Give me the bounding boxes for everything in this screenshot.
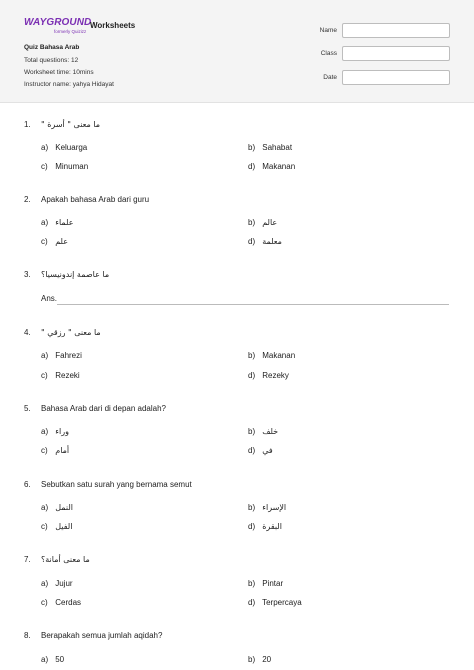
option-a[interactable]: a) علماء [41, 218, 74, 227]
option-c[interactable]: c) علم [41, 237, 68, 246]
option-d[interactable]: d) البقرة [248, 522, 282, 531]
quiz-title: Quiz Bahasa Arab [24, 44, 80, 51]
option-a[interactable]: a) وراء [41, 427, 69, 436]
question-text: Sebutkan satu surah yang bernama semut [41, 480, 192, 489]
question-number: 3. [24, 270, 31, 279]
option-d[interactable]: d) معلمة [248, 237, 282, 246]
class-field[interactable] [342, 46, 450, 61]
instructor-name: Instructor name: yahya Hidayat [24, 81, 114, 88]
question-number: 2. [24, 195, 31, 204]
option-c[interactable]: c) Rezeki [41, 371, 80, 380]
logo-subtext: formerly Quizizz [54, 29, 87, 34]
option-b[interactable]: b) خلف [248, 427, 279, 436]
brand-title: Worksheets [90, 21, 136, 30]
question-number: 1. [24, 120, 31, 129]
option-c[interactable]: c) أمام [41, 446, 70, 455]
name-field[interactable] [342, 23, 450, 38]
question-text: " ما معنى " أسرة [41, 120, 101, 129]
option-a[interactable]: a) Jujur [41, 579, 73, 588]
option-a[interactable]: a) Keluarga [41, 143, 88, 152]
question-text: Berapakah semua jumlah aqidah? [41, 631, 163, 640]
class-label: Class [320, 50, 337, 57]
date-field[interactable] [342, 70, 450, 85]
question-number: 5. [24, 404, 31, 413]
question-text: Bahasa Arab dari di depan adalah? [41, 404, 166, 413]
total-questions: Total questions: 12 [24, 57, 79, 64]
option-d[interactable]: d) Terpercaya [248, 598, 302, 607]
question-number: 7. [24, 555, 31, 564]
worksheet-time: Worksheet time: 10mins [24, 69, 94, 76]
option-a[interactable]: a) النمل [41, 503, 73, 512]
question-number: 8. [24, 631, 31, 640]
question-text: ما عاصمة إندونيسيا؟ [41, 270, 110, 279]
wayground-logo [24, 17, 92, 35]
option-c[interactable]: c) Cerdas [41, 598, 82, 607]
option-b[interactable]: b) Pintar [248, 579, 284, 588]
question-text: " ما معنى " رزقي [41, 328, 101, 337]
option-a[interactable]: a) Fahrezi [41, 351, 82, 360]
question-number: 4. [24, 328, 31, 337]
answer-line[interactable] [57, 304, 449, 305]
worksheet-header [0, 0, 474, 103]
option-d[interactable]: d) في [248, 446, 273, 455]
answer-label: Ans. [41, 294, 58, 303]
option-a[interactable]: a) 50 [41, 655, 65, 664]
option-c[interactable]: c) Minuman [41, 162, 89, 171]
option-c[interactable]: c) الفيل [41, 522, 73, 531]
option-b[interactable]: b) عالم [248, 218, 278, 227]
option-b[interactable]: b) Sahabat [248, 143, 293, 152]
question-text: Apakah bahasa Arab dari guru [41, 195, 150, 204]
logo-wordmark: WAYGROUND [24, 17, 92, 28]
option-b[interactable]: b) Makanan [248, 351, 296, 360]
question-number: 6. [24, 480, 31, 489]
date-label: Date [323, 74, 337, 81]
question-text: ما معنى أمانة؟ [41, 555, 90, 564]
name-label: Name [319, 27, 337, 34]
option-b[interactable]: b) الإسراء [248, 503, 287, 512]
option-d[interactable]: d) Makanan [248, 162, 296, 171]
option-d[interactable]: d) Rezeky [248, 371, 289, 380]
option-b[interactable]: b) 20 [248, 655, 272, 664]
